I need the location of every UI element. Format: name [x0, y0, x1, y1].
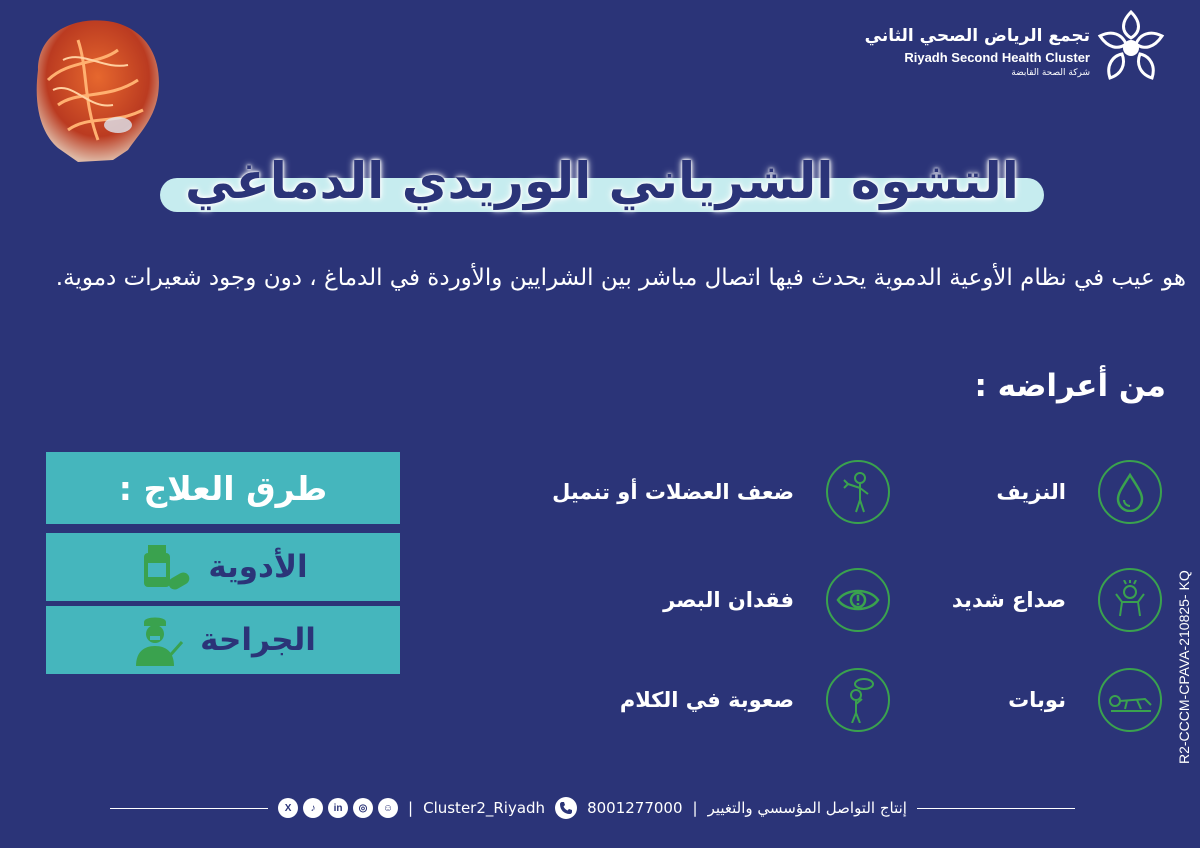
- blood-drop-icon: [1098, 460, 1162, 524]
- treatment-heading-label: طرق العلاج :: [118, 468, 328, 508]
- muscle-weakness-icon: [826, 460, 890, 524]
- social-handle: Cluster2_Riyadh: [423, 799, 546, 817]
- symptom-label: النزيف: [996, 480, 1066, 504]
- symptoms-heading: من أعراضه :: [974, 368, 1166, 404]
- footer-divider-right: [917, 808, 1075, 809]
- document-code: R2-CCCM-CPAVA-210825- KQ: [1176, 570, 1192, 764]
- footer-divider-left: [110, 808, 268, 809]
- footer-bar: [110, 794, 1075, 822]
- symptom-headache: [952, 568, 1162, 632]
- headache-icon: [1098, 568, 1162, 632]
- surgeon-icon: [130, 612, 186, 668]
- treatment-surgery: [46, 606, 400, 674]
- cluster-logo-icon: [1096, 8, 1166, 84]
- x-icon[interactable]: X: [278, 798, 298, 818]
- page-title: التشوه الشرياني الوريدي الدماغي: [185, 152, 1019, 210]
- brain-image: [18, 10, 166, 170]
- brand-name-english: Riyadh Second Health Cluster: [904, 50, 1090, 65]
- cluster-logo-text: [865, 26, 1090, 78]
- symptom-vision-loss: [663, 568, 890, 632]
- instagram-icon[interactable]: ◎: [353, 798, 373, 818]
- treatment-medicine: [46, 533, 400, 601]
- symptom-speech-difficulty: [620, 668, 890, 732]
- vision-loss-icon: [826, 568, 890, 632]
- symptom-muscle-weakness: [552, 460, 890, 524]
- linkedin-icon[interactable]: in: [328, 798, 348, 818]
- treatment-heading: [46, 452, 400, 524]
- footer-separator: |: [408, 799, 414, 817]
- treatment-label: الجراحة: [200, 622, 316, 658]
- treatment-label: الأدوية: [208, 549, 308, 585]
- speech-difficulty-icon: [826, 668, 890, 732]
- footer-separator: |: [692, 799, 698, 817]
- department-credit: إنتاج التواصل المؤسسي والتغيير: [707, 799, 907, 817]
- brand-subtitle: شركة الصحة القابضة: [1011, 68, 1090, 78]
- tiktok-icon[interactable]: ♪: [303, 798, 323, 818]
- social-icons: [278, 798, 398, 818]
- symptom-label: صعوبة في الكلام: [619, 688, 794, 712]
- seizure-icon: [1098, 668, 1162, 732]
- symptom-label: صداع شديد: [951, 588, 1066, 612]
- snapchat-icon[interactable]: ☺: [378, 798, 398, 818]
- symptom-bleeding: [996, 460, 1162, 524]
- symptom-seizures: [1008, 668, 1162, 732]
- symptom-label: نوبات: [1008, 688, 1066, 712]
- symptom-label: فقدان البصر: [663, 588, 794, 612]
- medicine-icon: [138, 539, 194, 595]
- symptom-label: ضعف العضلات أو تنميل: [552, 480, 794, 504]
- phone-number: 8001277000: [587, 799, 683, 817]
- phone-icon: [555, 797, 577, 819]
- brand-name-arabic: تجمع الرياض الصحي الثاني: [864, 26, 1090, 46]
- description-text: هو عيب في نظام الأوعية الدموية يحدث فيها اتصال مباشر بين الشرايين والأوردة في الدماغ ، دون وجود شعيرات دموية.: [55, 265, 1186, 291]
